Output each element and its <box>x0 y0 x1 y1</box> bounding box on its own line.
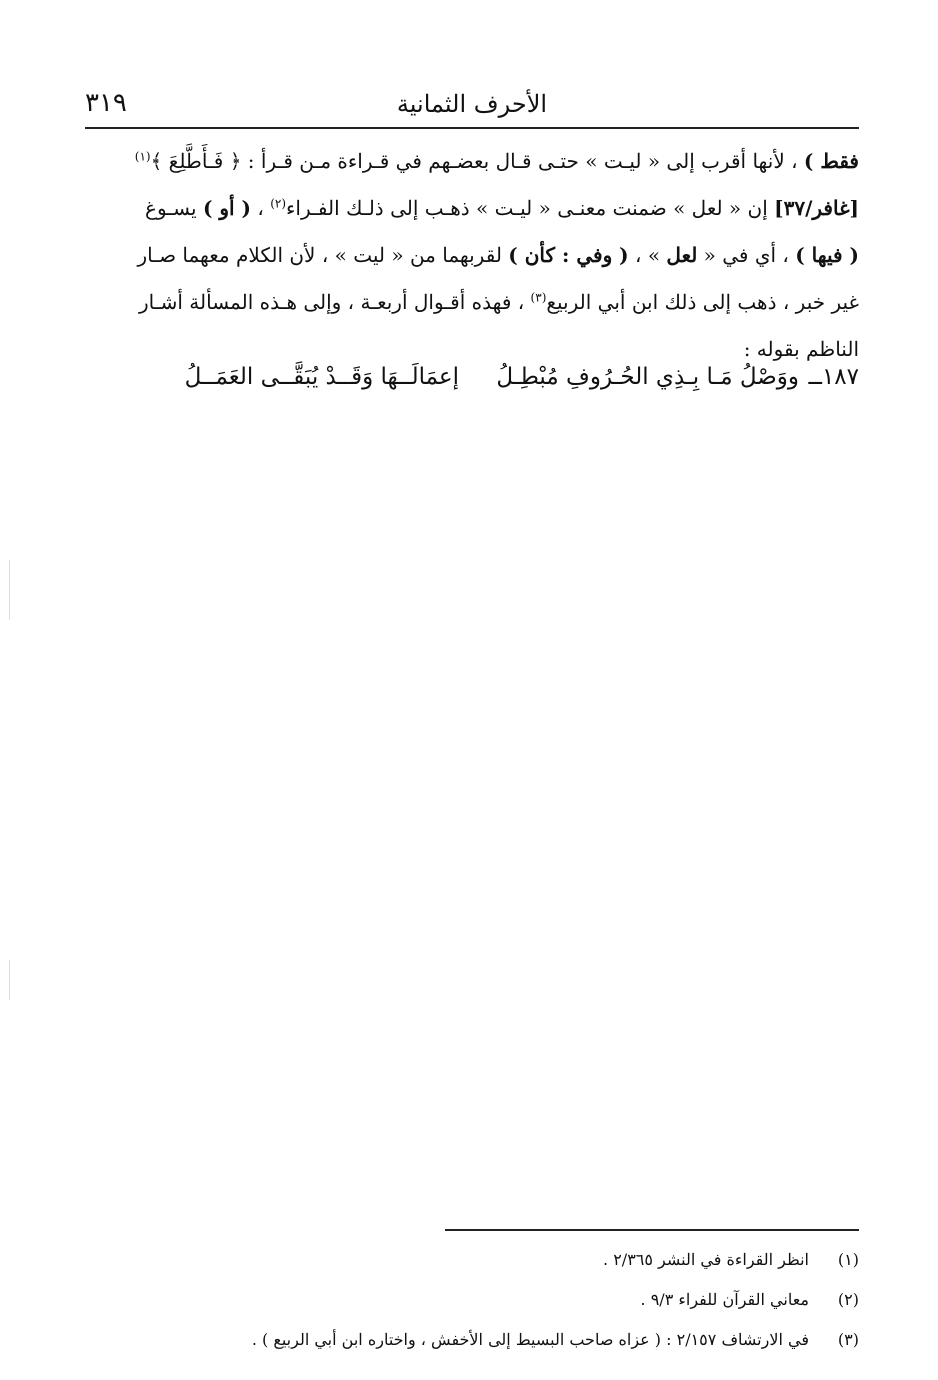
body-paragraph <box>85 138 859 373</box>
footnote-number: (٣) <box>837 1330 859 1349</box>
text-run: الناظم بقوله : <box>743 337 859 361</box>
bold-phrase: فقط ) <box>803 149 859 173</box>
running-header <box>85 84 859 124</box>
footnote-ref: (١) <box>134 149 151 164</box>
header-divider <box>85 127 859 129</box>
text-run: ، أي في « <box>697 243 796 267</box>
footnote-divider <box>445 1229 859 1231</box>
footnote-ref: (٢) <box>270 196 287 211</box>
text-run: ، <box>251 196 271 220</box>
footnotes <box>85 1240 859 1360</box>
citation: [غافر/٣٧] <box>774 196 859 220</box>
text-run: يسـوغ <box>145 196 203 220</box>
bold-phrase: ( أو ) <box>202 196 252 220</box>
text-run: إن « لعل » ضمنت معنـى « ليـت » ذهـب إلى ذلـك الفـراء <box>286 196 775 220</box>
footnote-text: في الارتشاف ٢/١٥٧ : ( عزاه صاحب البسيط إلى الأخفش ، واختاره ابن أبي الربيع ) . <box>251 1330 809 1349</box>
verse-number: ١٨٧ــ <box>808 364 859 390</box>
footnote-text: انظر القراءة في النشر ٢/٣٦٥ . <box>603 1250 809 1269</box>
page-number: ٣١٩ <box>85 88 127 118</box>
scan-edge-mark <box>9 560 10 620</box>
text-run: غير خبر ، ذهب إلى ذلك ابن أبي الربيع <box>546 290 859 314</box>
body-line-3 <box>85 232 859 279</box>
second-hemistich: إعمَالَــهَا وَقَــدْ يُبَقَّــى العَمَــلُ <box>184 364 459 390</box>
footnote-number: (١) <box>837 1250 859 1269</box>
chapter-title: الأحرف الثمانية <box>396 90 548 118</box>
footnote-ref: (٣) <box>530 290 547 305</box>
bold-word: لعل <box>666 243 698 267</box>
footnote <box>85 1240 859 1280</box>
bold-phrase: ( فيها ) <box>795 243 859 267</box>
text-run: لقربهما من « ليت » ، لأن الكلام معهما صـار <box>137 243 509 267</box>
bold-phrase: ( وفي : كأن ) <box>508 243 629 267</box>
body-line-4 <box>85 279 859 326</box>
text-run: ، لأنها أقرب إلى « ليـت » حتـى قـال بعضـهم في قـراءة مـن قـرأ : ﴿ فَـأَطَّلِعَ ﴾ <box>150 149 804 173</box>
text-run: » ، <box>628 243 667 267</box>
text-run: ، فهذه أقـوال أربعـة ، وإلى هـذه المسألة أشـار <box>139 290 531 314</box>
footnote <box>85 1320 859 1360</box>
poem-verse <box>85 358 859 408</box>
scan-edge-mark <box>9 960 10 1000</box>
footnote <box>85 1280 859 1320</box>
body-line-1 <box>85 138 859 185</box>
first-hemistich: ووَصْلُ مَـا بِـذِي الحُـرُوفِ مُبْطِـلُ <box>496 364 799 390</box>
footnote-text: معاني القرآن للفراء ٩/٣ . <box>640 1290 809 1309</box>
body-line-2 <box>85 185 859 232</box>
footnote-number: (٢) <box>837 1290 859 1309</box>
